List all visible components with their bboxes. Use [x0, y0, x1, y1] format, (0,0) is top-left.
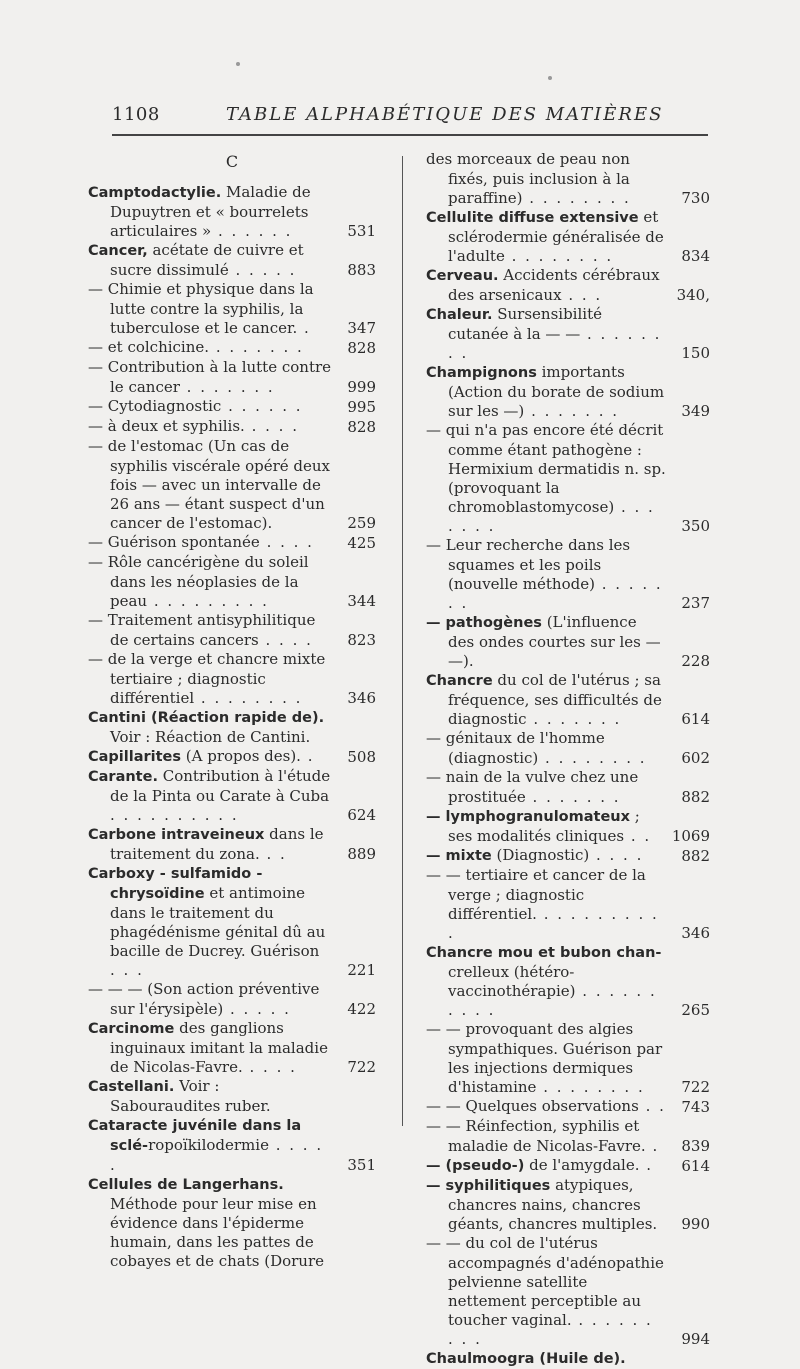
right-entry-list	[426, 150, 710, 1369]
entry-description: crelleux (hétéro-vaccinothérapie)	[448, 963, 576, 1000]
entry-description: acétate de cuivre et sucre dissimulé	[110, 241, 304, 279]
entry-page-number: 237	[681, 594, 710, 612]
entry-description: — Cytodiagnostic	[88, 397, 222, 415]
entry-leader-dots: . . . . . . . .	[504, 247, 614, 265]
index-entry	[426, 1234, 710, 1349]
entry-leader-dots: . . . . . . .	[448, 575, 663, 612]
entry-headword: Carcinome	[88, 1021, 175, 1037]
entry-text	[88, 1077, 376, 1116]
entry-page-number: 839	[681, 1137, 710, 1155]
entry-leader-dots: . . . . . . . .	[448, 325, 662, 362]
entry-leader-dots: . .	[638, 1097, 666, 1115]
entry-text	[426, 1349, 710, 1369]
entry-page-number: 624	[347, 806, 376, 824]
entry-leader-dots: . . . . .	[223, 1000, 291, 1018]
index-entry	[426, 1117, 710, 1156]
entry-description: — Chimie et physique dans la lutte contre la syphilis, la tuberculose et le cancer.	[88, 280, 314, 337]
entry-text	[88, 708, 376, 747]
entry-page-number: 995	[347, 398, 376, 416]
entry-leader-dots: .	[297, 319, 311, 337]
entry-leader-dots: . . . . . . . . .	[147, 592, 269, 610]
header-rule	[112, 134, 708, 136]
entry-description: (L'influence des ondes courtes sur les — —).	[448, 613, 661, 670]
running-title: TABLE ALPHABÉTIQUE DES MATIÈRES	[226, 104, 664, 125]
entry-headword: Chancre	[426, 673, 493, 689]
entry-description: Contribution à l'étude de la Pinta ou Carate à Cuba	[110, 767, 331, 805]
entry-page-number: 882	[681, 788, 710, 806]
index-entry	[88, 611, 376, 650]
entry-page-number: 722	[347, 1058, 376, 1076]
entry-description: Voir : Réaction de Cantini.	[110, 728, 311, 746]
entry-headword: — pathogènes	[426, 615, 542, 631]
entry-headword: — lymphogranulomateux	[426, 809, 630, 825]
entry-leader-dots: . . . . . . . . . .	[110, 806, 239, 824]
entry-description: — Guérison spontanée	[88, 533, 260, 551]
entry-headword: Carante.	[88, 769, 158, 785]
index-entry	[88, 437, 376, 533]
entry-description: Maladie de Dupuytren et « bourrelets articulaires »	[110, 183, 311, 240]
entry-page-number: 150	[681, 344, 710, 362]
entry-leader-dots: .	[300, 747, 315, 765]
entry-leader-dots: . . . . . . .	[179, 378, 275, 396]
entry-page-number: 883	[347, 261, 376, 279]
index-entry	[88, 767, 376, 825]
entry-leader-dots: . . . . .	[228, 261, 297, 279]
entry-page-number: 346	[347, 689, 376, 707]
index-entry	[426, 1020, 710, 1097]
entry-description: — — — (Son action préventive sur l'érysipèle)	[88, 980, 320, 1018]
index-entry	[426, 536, 710, 613]
entry-page-number: 425	[347, 534, 376, 552]
entry-leader-dots: . . . . . . .	[209, 338, 304, 356]
index-entry	[426, 266, 710, 305]
entry-description: — génitaux de l'homme (diagnostic)	[426, 729, 605, 767]
entry-description: importants (Action du borate de sodium sur les —)	[448, 363, 665, 420]
index-entry	[426, 363, 710, 421]
entry-description: et antimoine dans le traitement du phagédénisme génital dû au bacille de Ducrey. Guérison	[110, 884, 326, 960]
entry-page-number: 602	[681, 749, 710, 767]
entry-page-number: 259	[347, 514, 376, 532]
index-entry	[426, 729, 710, 768]
entry-description: Méthode pour leur mise en évidence dans l'épiderme humain, dans les pattes de cobayes et de chats (Dorure	[110, 1195, 324, 1270]
entry-description: — — du col de l'utérus accompagnés d'adénopathie pelvienne satellite nettement perceptible au toucher vaginal.	[426, 1234, 664, 1329]
entry-page-number: 350	[681, 517, 710, 535]
entry-page-number: 265	[681, 1001, 710, 1019]
entry-page-number: 614	[681, 710, 710, 728]
entry-description: Accidents cérébraux des arsenicaux	[448, 266, 660, 304]
entry-headword: Cataracte juvénile dans la sclé-	[88, 1118, 302, 1154]
entry-leader-dots: . .	[624, 827, 652, 845]
entry-leader-dots: . . . .	[259, 533, 314, 551]
entry-page-number: 346	[681, 924, 710, 942]
entry-page-number: 614	[681, 1157, 710, 1175]
entry-page-number: 999	[347, 378, 376, 396]
entry-leader-dots: . . . . . . . .	[522, 189, 631, 207]
index-entry	[88, 338, 376, 358]
index-entry	[88, 417, 376, 437]
entry-page-number: 422	[347, 1000, 376, 1018]
entry-description: ropoïkilodermie	[148, 1136, 269, 1154]
entry-leader-dots: . . . . . . .	[525, 788, 621, 806]
entry-page-number: 228	[681, 652, 710, 670]
index-entry	[426, 671, 710, 729]
index-entry	[426, 768, 710, 807]
entry-leader-dots: . . . . . . . .	[194, 689, 303, 707]
entry-description: dans le traitement du zona.	[110, 825, 324, 863]
index-entry	[88, 980, 376, 1019]
entry-description: — de la verge et chancre mixte tertiaire ; diagnostic différentiel	[88, 650, 326, 707]
entry-description: de l'amygdale.	[524, 1156, 640, 1174]
entry-headword: Cantini (Réaction rapide de).	[88, 710, 325, 726]
entry-leader-dots: . . . .	[242, 1058, 297, 1076]
entry-page-number: 221	[347, 961, 376, 979]
entry-page-number: 351	[347, 1156, 376, 1174]
left-entry-list	[88, 183, 376, 1271]
entry-page-number: 722	[681, 1078, 710, 1096]
entry-leader-dots: . . .	[110, 961, 144, 979]
entry-page-number: 340,	[676, 286, 710, 304]
index-entry	[426, 943, 710, 1020]
entry-page-number: 1069	[671, 827, 710, 845]
index-entry	[426, 150, 710, 208]
index-entry	[426, 1156, 710, 1176]
entry-description: des ganglions inguinaux imitant la maladie de Nicolas-Favre.	[110, 1019, 328, 1076]
index-entry	[88, 358, 376, 397]
entry-headword: — mixte	[426, 848, 492, 864]
index-entry	[88, 1116, 376, 1175]
index-entry	[88, 533, 376, 553]
entry-description: — Contribution à la lutte contre le cancer	[88, 358, 332, 396]
entry-description: — et colchicine.	[88, 338, 210, 356]
entry-description: — — tertiaire et cancer de la verge ; diagnostic différentiel.	[426, 866, 646, 923]
entry-page-number: 994	[681, 1330, 710, 1348]
entry-leader-dots: . . . . . .	[221, 397, 303, 415]
entry-description: (Diagnostic)	[491, 846, 590, 864]
entry-page-number: 834	[681, 247, 710, 265]
entry-leader-dots: . . . .	[589, 846, 644, 864]
index-entry	[88, 1077, 376, 1116]
index-entry	[88, 825, 376, 864]
index-entry	[88, 183, 376, 241]
entry-description: — — Quelques observations	[426, 1097, 639, 1115]
index-entry	[426, 1176, 710, 1234]
entry-description: — Rôle cancérigène du soleil dans les néoplasies de la peau	[88, 553, 309, 610]
entry-leader-dots: . . . . .	[110, 1136, 324, 1174]
page-number: 1108	[112, 104, 160, 125]
entry-page-number: 349	[681, 402, 710, 420]
entry-headword: Cancer,	[88, 243, 148, 259]
entry-headword: Cerveau.	[426, 268, 499, 284]
entry-description: — à deux et syphilis.	[88, 417, 245, 435]
right-column	[426, 150, 710, 1369]
entry-headword: Cellules de Langerhans.	[88, 1177, 284, 1193]
entry-leader-dots: . . . .	[258, 631, 313, 649]
index-entry	[426, 807, 710, 846]
left-column	[88, 150, 376, 1271]
entry-headword: Chaulmoogra (Huile de).	[426, 1351, 626, 1367]
entry-page-number: 508	[347, 748, 376, 766]
entry-description: — — provoquant des algies sympathiques. Guérison par les injections dermiques d'histamine	[426, 1020, 663, 1096]
index-entry	[426, 421, 710, 536]
entry-description: Voir : Sabouraudites ruber.	[110, 1077, 271, 1115]
entry-description: — — Réinfection, syphilis et maladie de Nicolas-Favre.	[426, 1117, 646, 1155]
entry-page-number: 882	[681, 847, 710, 865]
column-divider	[402, 156, 403, 1126]
entry-leader-dots: . . . . . . . .	[538, 749, 647, 767]
entry-headword: Carboxy - sulfamido - chrysoïdine	[88, 866, 263, 902]
entry-headword: Cellulite diffuse extensive	[426, 210, 639, 226]
index-entry	[88, 708, 376, 747]
entry-description: — de l'estomac (Un cas de syphilis viscérale opéré deux fois — avec un intervalle de 26 ans — étant suspect d'un cancer de l'estomac).	[88, 437, 331, 532]
print-speck	[236, 62, 240, 66]
index-entry	[88, 241, 376, 280]
entry-headword: Carbone intraveineux	[88, 827, 265, 843]
entry-description: (A propos des).	[181, 747, 301, 765]
index-entry	[426, 846, 710, 866]
entry-description: Sursensibilité cutanée à la — —	[448, 305, 602, 343]
entry-leader-dots: . . . .	[244, 417, 299, 435]
entry-headword: — (pseudo-)	[426, 1158, 525, 1174]
entry-page-number: 823	[347, 631, 376, 649]
entry-page-number: 344	[347, 592, 376, 610]
index-entry	[426, 305, 710, 363]
index-entry	[88, 397, 376, 417]
entry-leader-dots: . . . . . . . . . .	[448, 905, 659, 942]
index-entry	[88, 650, 376, 708]
entry-description: atypiques, chancres nains, chancres géants, chancres multiples.	[448, 1176, 658, 1233]
index-entry	[426, 866, 710, 943]
entry-leader-dots: . . .	[561, 286, 603, 304]
entry-headword: Chaleur.	[426, 307, 493, 323]
entry-page-number: 347	[347, 319, 376, 337]
entry-page-number: 828	[347, 418, 376, 436]
entry-page-number: 743	[681, 1098, 710, 1116]
index-entry	[88, 1175, 376, 1271]
entry-headword: Capillarites	[88, 749, 182, 765]
entry-description: — Traitement antisyphilitique de certains cancers	[88, 611, 316, 649]
index-entry	[88, 1019, 376, 1077]
entry-leader-dots: . . . . . . .	[526, 710, 622, 728]
entry-page-number: 531	[347, 222, 376, 240]
entry-leader-dots: .	[639, 1156, 654, 1174]
index-entry	[88, 280, 376, 338]
entry-leader-dots: . .	[259, 845, 287, 863]
entry-page-number: 828	[347, 339, 376, 357]
entry-leader-dots: . . . . . .	[211, 222, 293, 240]
entry-leader-dots: . . . . . . . . .	[448, 1311, 653, 1348]
entry-leader-dots: .	[645, 1137, 660, 1155]
index-entry	[88, 747, 376, 767]
entry-description: — qui n'a pas encore été décrit comme étant pathogène : Hermixium dermatidis n. sp. (provoquant la chromoblastomycose)	[426, 421, 666, 516]
entry-headword: Chancre mou et bubon chan-	[426, 945, 662, 961]
entry-description: ; ses modalités cliniques	[448, 807, 640, 845]
section-letter: C	[225, 152, 239, 171]
index-entry	[426, 1097, 710, 1117]
entry-page-number: 990	[681, 1215, 710, 1233]
entry-page-number: 889	[347, 845, 376, 863]
entry-leader-dots: . . . . . . . . . .	[448, 982, 657, 1019]
entry-headword: Castellani.	[88, 1079, 175, 1095]
entry-leader-dots: . . . . . . .	[524, 402, 620, 420]
print-speck	[548, 76, 552, 80]
entry-headword: — syphilitiques	[426, 1178, 551, 1194]
entry-headword: Camptodactylie.	[88, 185, 222, 201]
index-entry	[88, 553, 376, 611]
entry-headword: Champignons	[426, 365, 537, 381]
index-entry	[426, 613, 710, 671]
entry-description: et sclérodermie généralisée de l'adulte	[448, 208, 664, 265]
index-entry	[426, 208, 710, 266]
index-entry	[88, 864, 376, 980]
entry-description: — nain de la vulve chez une prostituée	[426, 768, 639, 806]
entry-leader-dots: . . . . . . .	[448, 498, 655, 535]
entry-page-number: 730	[681, 189, 710, 207]
index-entry	[426, 1349, 710, 1369]
entry-text	[88, 1175, 376, 1271]
entry-description: du col de l'utérus ; sa fréquence, ses difficultés de diagnostic	[448, 671, 662, 728]
entry-leader-dots: . . . . . . . .	[536, 1078, 645, 1096]
entry-description: — Leur recherche dans les squames et les poils (nouvelle méthode)	[426, 536, 631, 593]
entry-description: des morceaux de peau non fixés, puis inclusion à la paraffine)	[426, 150, 630, 207]
